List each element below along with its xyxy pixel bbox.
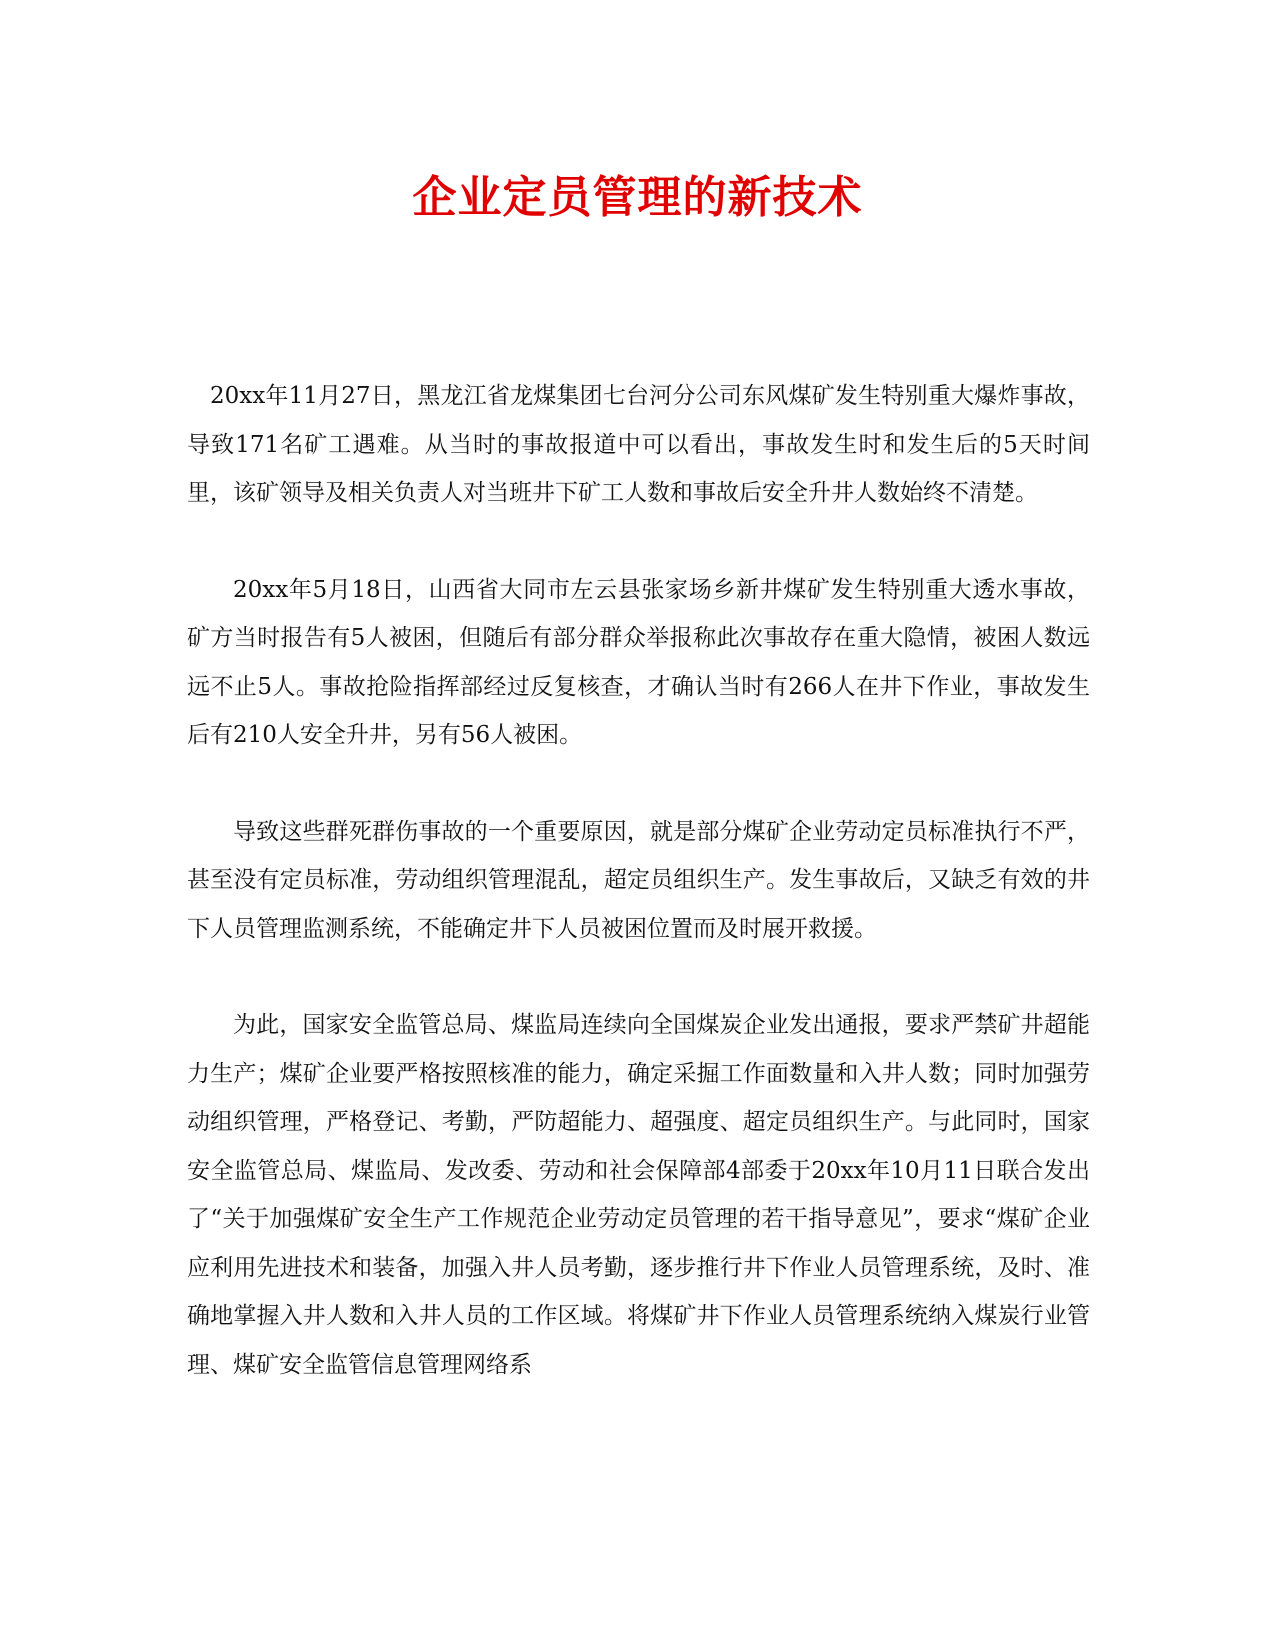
document-body (187, 372, 1090, 1389)
document-title: 企业定员管理的新技术 (412, 172, 863, 223)
paragraph-1: 20xx年11月27日，黑龙江省龙煤集团七台河分公司东风煤矿发生特别重大爆炸事故，导致171名矿工遇难。从当时的事故报道中可以看出，事故发生时和发生后的5天时间里，该矿领导及相关负责人对当班井下矿工人数和事故后安全升井人数始终不清楚。 (187, 383, 1090, 506)
paragraph-2: 20xx年5月18日，山西省大同市左云县张家场乡新井煤矿发生特别重大透水事故，矿方当时报告有5人被困，但随后有部分群众举报称此次事故存在重大隐情，被困人数远远不止5人。事故抢险指挥部经过反复核查，才确认当时有266人在井下作业，事故发生后有210人安全升井，另有56人被困。 (187, 576, 1090, 748)
paragraph-3: 导致这些群死群伤事故的一个重要原因，就是部分煤矿企业劳动定员标准执行不严，甚至没有定员标准，劳动组织管理混乱，超定员组织生产。发生事故后，又缺乏有效的井下人员管理监测系统，不能确定井下人员被困位置而及时展开救援。 (187, 818, 1090, 942)
paragraph-4: 为此，国家安全监管总局、煤监局连续向全国煤炭企业发出通报，要求严禁矿井超能力生产；煤矿企业要严格按照核准的能力，确定采掘工作面数量和入井人数；同时加强劳动组织管理，严格登记、考勤，严防超能力、超强度、超定员组织生产。与此同时，国家安全监管总局、煤监局、发改委、劳动和社会保障部4部委于20xx年10月11日联合发出了“关于加强煤矿安全生产工作规范企业劳动定员管理的若干指导意见”，要求“煤矿企业应利用先进技术和装备，加强入井人员考勤，逐步推行井下作业人员管理系统，及时、准确地掌握入井人数和入井人员的工作区域。将煤矿井下作业人员管理系统纳入煤炭行业管理、煤矿安全监管信息管理网络系 (187, 1012, 1090, 1378)
